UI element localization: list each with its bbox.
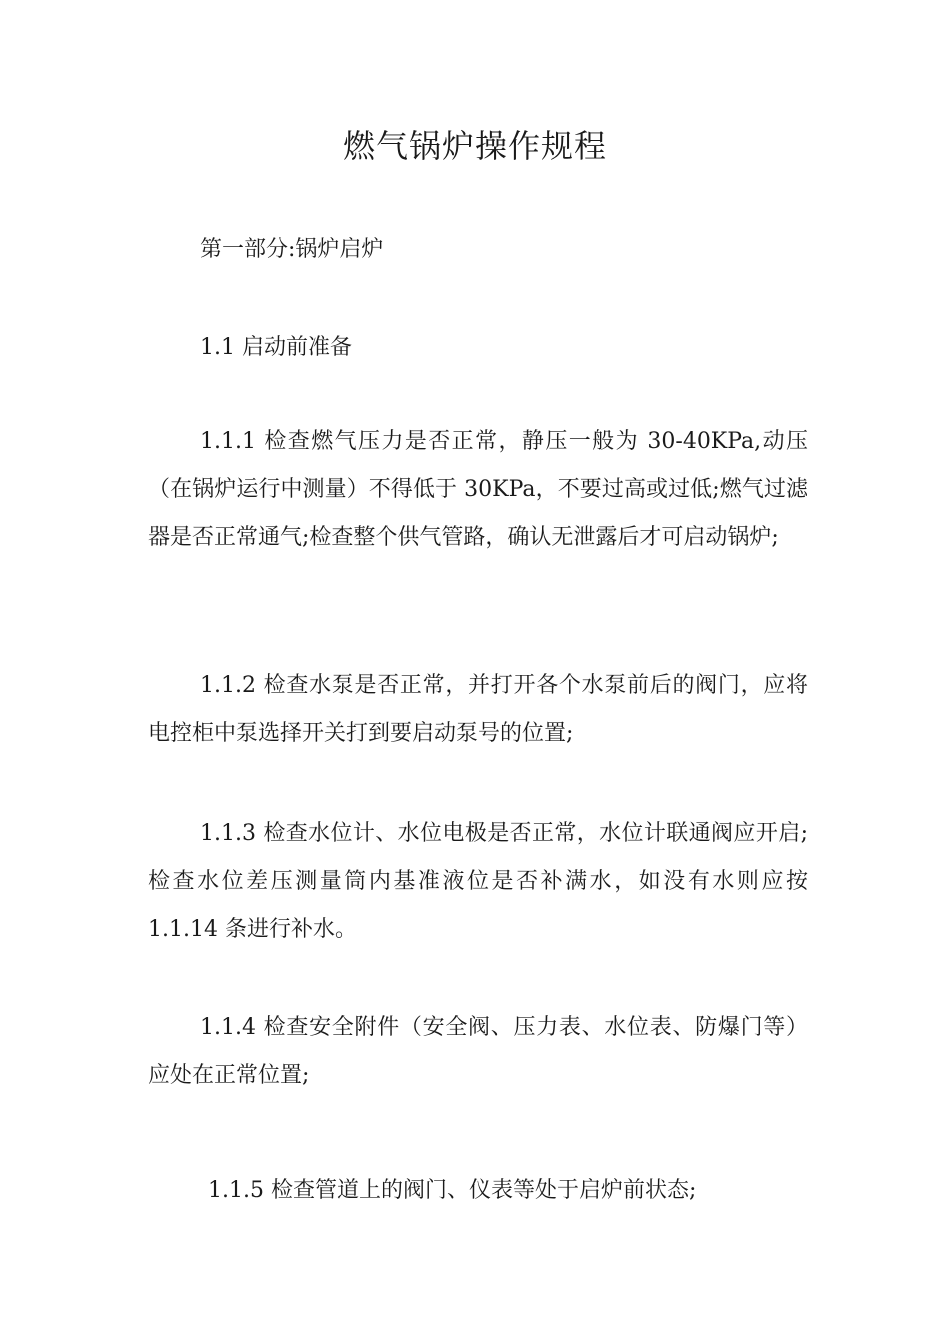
paragraph-1-1-2: 1.1.2 检查水泵是否正常，并打开各个水泵前后的阀门，应将电控柜中泵选择开关打到要启动泵号的位置; [148, 673, 808, 746]
paragraph-1-1-5: 1.1.5 检查管道上的阀门、仪表等处于启炉前状态; [208, 1178, 697, 1203]
part-heading: 第一部分:锅炉启炉 [200, 237, 384, 262]
paragraph-1-1-4: 1.1.4 检查安全附件（安全阀、压力表、水位表、防爆门等）应处在正常位置; [148, 1015, 808, 1088]
paragraph-1-1-3: 1.1.3 检查水位计、水位电极是否正常，水位计联通阀应开启;检查水位差压测量筒内基准液位是否补满水，如没有水则应按 1.1.14 条进行补水。 [148, 821, 808, 942]
paragraph-1-1-1: 1.1.1 检查燃气压力是否正常，静压一般为 30-40KPa,动压（在锅炉运行中测量）不得低于 30KPa，不要过高或过低;燃气过滤器是否正常通气;检查整个供气管路，确认无泄露后才可启动锅炉; [148, 429, 808, 550]
document-title: 燃气锅炉操作规程 [342, 127, 607, 165]
section-heading: 1.1 启动前准备 [200, 335, 352, 360]
